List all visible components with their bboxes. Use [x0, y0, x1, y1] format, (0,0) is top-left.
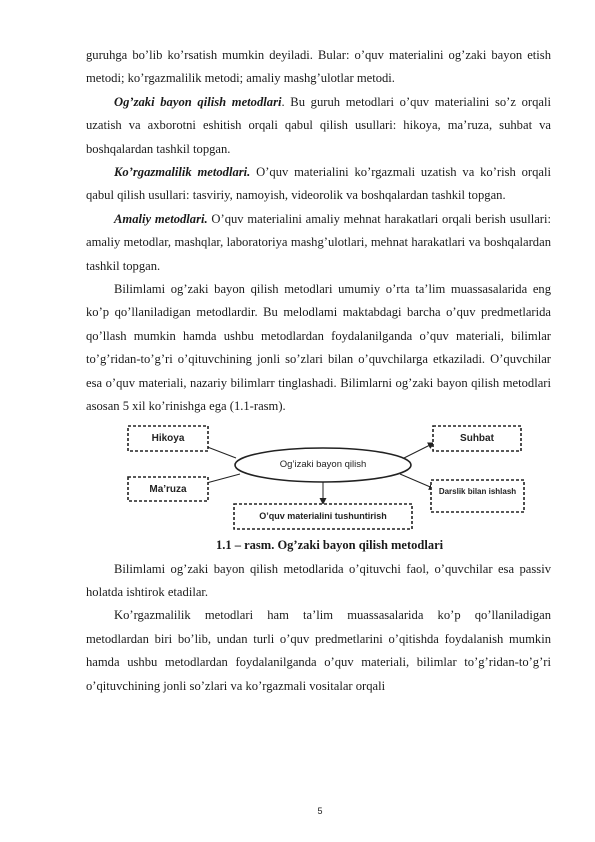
connector-suhbat: [404, 443, 434, 458]
label-hikoya: Hikoya: [151, 432, 185, 444]
paragraph-text: O’quv materialini ko’rgazmali uzatish va ko’rish orqali qabul qilish usullari: tasviriy, namoyish, videorolik va boshqalardan tashkil topgan.: [86, 165, 551, 203]
paragraph-text: guruhga bo’lib ko’rsatish mumkin deyiladi. Bular: o’quv materialini og’zaki bayon etish metodi; ko’rgazmalilik metodi; amaliy mashg’ulotlar metodi.: [86, 48, 551, 86]
term-visual-methods: Ko’rgazmalilik metodlari.: [114, 165, 251, 180]
label-suhbat: Suhbat: [460, 432, 494, 444]
paragraph-text: . Bu guruh metodlari o’quv materialini so’z orqali uzatish va axborotni eshitish orqali qabul qilish usullari: hikoya, ma’ruza, suhbat va boshqalardan tashkil topgan.: [86, 94, 551, 156]
paragraph-teacher-active: [86, 558, 551, 605]
paragraph-visual-methods: [86, 161, 551, 208]
document-page: [86, 44, 551, 698]
box-darslik: [431, 480, 524, 512]
term-verbal-methods: Og’zaki bayon qilish metodlari: [114, 94, 282, 109]
connector-darslik: [400, 474, 435, 489]
paragraph-text: Bilimlami og’zaki bayon qilish metodlari umumiy o’rta ta’lim muassasalarida eng ko’p qo’llaniladigan metodlardir. Bu melodlami maktabdagi barcha o’quv predmetlarida qo’llash mumkin hamda ushbu metodlardan foydalanilganda o’quv materiali, bilimlar to’g’ridan-to’g’ri o’qituvchining jonli so’zlari bilan o’quvchilarga etkaziladi. O’quvchilar esa o’quv materiali, nazariy bilimlarr tinglashadi. Bilimlarni og’zaki bayon qilish metodlari asosan 5 xil ko’rinishga ega (1.1-rasm).: [86, 282, 551, 414]
paragraph-visual-usage: [86, 604, 551, 698]
paragraph-text: Ko’rgazmalilik metodlari ham ta’lim muassasalarida ko’p qo’llaniladigan metodlardan biri bo’lib, undan turli o’quv predmetlarini o’qitishda foydalanish mumkin hamda ushbu metodlardan foydalanilganda o’quv materiali, bilimlar to’g’ridan-to’g’ri o’qituvchining jonli so’zlari va ko’rgazmali vositalar orqali: [86, 608, 551, 693]
paragraph-text: O’quv materialini amaliy mehnat harakatlari orqali berish usullari: amaliy metodlar, mashqlar, laboratoriya mashg’ulotlari, mehnat harakatlari va boshqalardan tashkil topgan.: [86, 211, 551, 273]
term-practical-methods: Amaliy metodlari.: [114, 211, 208, 226]
paragraph-intro: [86, 44, 551, 91]
paragraph-verbal-methods: [86, 91, 551, 161]
figure-verbal-methods-diagram: [86, 422, 551, 554]
page-number: 5: [317, 806, 323, 816]
label-darslik: Darslik bilan ishlash: [438, 486, 517, 496]
label-center: Og’izaki bayon qilish: [279, 458, 367, 470]
paragraph-verbal-usage: [86, 278, 551, 418]
label-maruza: Ma’ruza: [149, 483, 187, 495]
label-tushuntirish: O’quv materialini tushuntirish: [259, 510, 387, 521]
figure-caption: 1.1 – rasm. Og’zaki bayon qilish metodlari: [216, 537, 444, 552]
paragraph-practical-methods: [86, 208, 551, 278]
paragraph-text: Bilimlami og’zaki bayon qilish metodlarida o’qituvchi faol, o’quvchilar esa passiv holatda ishtirok etadilar.: [86, 561, 551, 599]
